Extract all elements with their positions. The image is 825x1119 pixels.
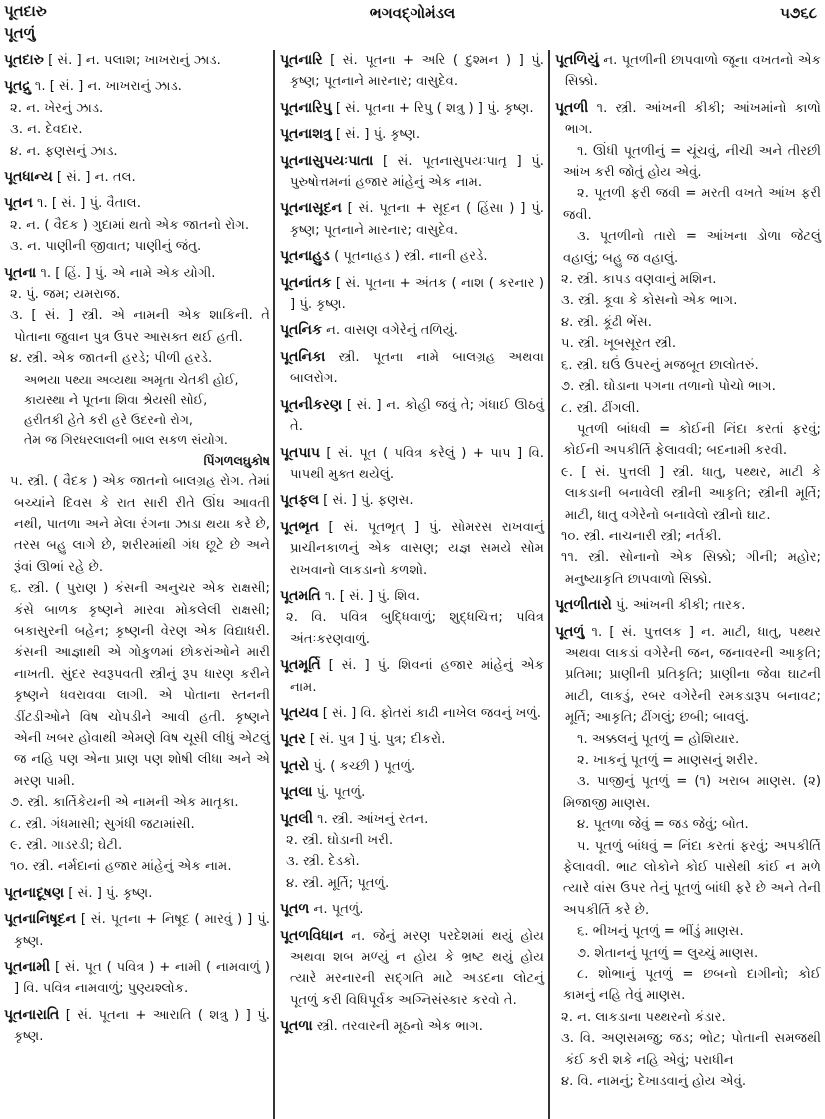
dictionary-entry [280, 246, 544, 267]
entry-sense [4, 471, 270, 578]
entry-sense [555, 269, 821, 290]
definition-text: ૩. વિ. અણસમજુ; જડ; ભોટ; પોતાની સમજથી કંઈ કરી શકે નહિ એવું; પરાધીન [561, 1031, 821, 1068]
entry-sense [4, 119, 270, 140]
column-1 [4, 50, 270, 1119]
idiom-phrase [555, 141, 821, 184]
headword: પૂતળું [555, 623, 585, 640]
entry-sense [280, 873, 544, 894]
definition-text: ૨. ન. ખેરનું ઝાડ. [10, 100, 104, 116]
entry-sense [4, 856, 270, 877]
headword: પૂતલા [280, 784, 313, 801]
headword: પૂતળીતારો [555, 597, 612, 614]
definition-text: [ સં. પૂત ( પવિત્ર ) + નામી ( નામવાળું ) ] વિ. પવિત્ર નામવાળું; પુણ્યશ્લોક. [14, 960, 270, 997]
idiom-phrase [555, 750, 821, 771]
definition-text: ૪. સ્ત્રી. મૂર્તિ; પૂતળું. [286, 875, 390, 891]
entry-sense [555, 1028, 821, 1071]
headword: પૂતદારુ [4, 52, 44, 68]
headword: પૂતમતિ [280, 587, 321, 604]
definition-text: ૩. સ્ત્રી. દેડકો. [286, 854, 360, 870]
entry-sense [4, 141, 270, 162]
definition-text: ૨. ખાકનું પૂતળું = માણસનું શરીર. [577, 753, 759, 768]
definition-text: સ્ત્રી. તરવારની મૂઠનો એક ભાગ. [316, 1019, 483, 1035]
definition-text: ૬. ભીખનું પૂતળું = ભીંડું માણસ. [577, 924, 744, 940]
definition-text: ૧. [ સં. ] પું. વૈતાલ. [37, 196, 141, 212]
dictionary-entry [280, 273, 544, 316]
quotation-line [4, 410, 270, 430]
dictionary-entry [280, 198, 544, 241]
quotation-line [4, 390, 270, 410]
idiom-phrase [555, 964, 821, 1007]
entry-sense [555, 462, 821, 526]
dictionary-entry [4, 263, 270, 284]
idiom-phrase [555, 771, 821, 814]
dictionary-title: ભગવદ્ગોમંડલ [369, 4, 456, 22]
headword: પૂતળવિધાન [280, 927, 344, 944]
definition-text: ૨. પૂતળી ફરી જવી = મરતી વખતે આંખ ફરી જવી. [563, 186, 821, 223]
definition-text: ૩. ન. દેવદાર. [10, 122, 83, 138]
headword: પૂતનાદૂષણ [4, 884, 65, 901]
definition-text: ૧. સ્ત્રી. આંખનું રતન. [317, 811, 429, 827]
definition-text: [ સં. પૂતના + આરાતિ ( શત્રુ ) ] પું. કૃષ્ણ. [14, 1007, 270, 1045]
entry-sense [555, 547, 821, 590]
headword: પૂતનાહુડ [280, 248, 330, 265]
last-guide-word: પૂતળું [4, 24, 36, 42]
definition-text: ૫. સ્ત્રી. ( વૈદક ) એક જાતનો બાલગ્રહ રોગ. તેમાં બચ્ચાંને દિવસ કે રાત સારી રીતે ઊંઘ આવતી નથી, પાતળા અને મેલા રંગના ઝાડા થયા કરે છે, તરસ બહુ લાગે છે, શરીરમાંથી ગંધ છૂટે છે અને રૂંવાં ઊભાં રહે છે. [10, 474, 270, 575]
headword: પૂતળા [280, 1018, 313, 1035]
dictionary-entry [280, 809, 544, 830]
headword: પૂતફલ [280, 492, 319, 509]
dictionary-entry [4, 50, 270, 71]
definition-text: [ સં. પૂતના + રિપુ ( શત્રુ ) ] પું. કૃષ્ણ. [335, 100, 534, 116]
headword: પૂતનિક [280, 322, 322, 339]
definition-text: ૪. પૂતળા જેવું = જડ જેવું; બોત. [577, 817, 749, 833]
idiom-phrase [555, 183, 821, 226]
definition-text: પૂતળી બાંધવી = કોઈની નિંદા કરતાં ફરવું; કોઈની અપકીર્તિ ફેલાવવી; બદનામી કરવી. [563, 421, 821, 459]
column-divider [548, 50, 550, 1119]
definition-text: હરીતકી હેતે કરી હરે ઉદરનો રોગ, [24, 411, 193, 427]
headword: પૂતમૂર્તિ [280, 657, 321, 674]
headword: પૂતનાનિષૂદન [4, 911, 76, 928]
definition-text: ૩. પૂતળીનો તારો = આંખના ડોળા જેટલું વહાલું; બહુ જ વહાલું. [563, 229, 821, 266]
entry-sense [4, 348, 270, 369]
definition-text: ૭. શેતાનનું પૂતળું = લુચ્ચું માણસ. [577, 945, 759, 961]
definition-text: ૯. સ્ત્રી. ગાડરડી; ઘેટી. [10, 838, 123, 853]
dictionary-entry [4, 193, 270, 214]
dictionary-entry [4, 76, 270, 97]
idiom-phrase [555, 226, 821, 269]
definition-text: ૨. સ્ત્રી. કાપડ વણવાનું મશિન. [561, 272, 717, 288]
definition-text: ૨. સ્ત્રી. ઘોડાની ખરી. [286, 833, 394, 848]
definition-text: ન. પૂતળું. [313, 902, 364, 918]
definition-text: ૭. સ્ત્રી. ઘોડાના પગના તળાનો પોચો ભાગ. [561, 379, 776, 395]
idiom-phrase [555, 921, 821, 942]
dictionary-entry [280, 347, 544, 390]
headword: પૂતનામી [4, 959, 51, 976]
headword: પૂતનારિપુ [280, 99, 332, 116]
definition-text: [ સં. પુત્ર ] પું. પુત્ર; દીકરો. [309, 732, 446, 748]
dictionary-entry [4, 1005, 270, 1048]
definition-text: [ સં. ] ન. પલાશ; ખાખરાનું ઝાડ. [48, 53, 221, 68]
definition-text: [ સં. ] ન. તલ. [56, 170, 136, 186]
definition-text: ૧. [ સં. ] ન. ખાખરાનું ઝાડ. [34, 79, 182, 95]
entry-sense [555, 1007, 821, 1028]
dictionary-entry [280, 490, 544, 511]
entry-sense [280, 830, 544, 851]
entry-sense [4, 236, 270, 257]
first-guide-word: પૂતદારુ [4, 2, 47, 20]
definition-text: [ સં. પૂતના + અંતક ( નાશ ( કરનાર ) ] પું. કૃષ્ણ. [290, 275, 544, 313]
definition-text: ૨. પું. જમ; યમરાજ. [10, 287, 121, 303]
definition-text: ૬. સ્ત્રી. ઘઉં ઉપરનું મજબૂત છાલોતરું. [561, 357, 759, 373]
headword: પૂતળિયું [555, 52, 599, 68]
definition-text: ૨. ન. ( વૈદક ) ગુદામાં થતો એક જાતનો રોગ. [10, 217, 250, 233]
headword: પૂતયવ [280, 704, 319, 721]
definition-text: પું. ( કચ્છી ) પૂતળું. [313, 758, 416, 774]
definition-text: ન. પૂતળીની છાપવાળો જૂના વખતનો એક સિક્કો. [565, 53, 821, 90]
entry-sense [4, 305, 270, 348]
definition-text: પિંગળલઘુકોષ [203, 452, 270, 468]
entry-sense [4, 284, 270, 305]
dictionary-entry [280, 124, 544, 145]
dictionary-entry [4, 167, 270, 188]
headword: પૂતપાપ [280, 444, 320, 461]
definition-text: ૮. શોભાનું પૂતળું = છબનો દાગીનો; કોઈ કામનું નહિ તેવું માણસ. [563, 967, 821, 1004]
dictionary-entry [280, 756, 544, 777]
idiom-phrase [555, 814, 821, 835]
definition-text: ૪. ન. ફણસનું ઝાડ. [10, 143, 118, 159]
idiom-phrase [555, 943, 821, 964]
column-2 [280, 50, 544, 1119]
definition-text: [ સં. પૂતભૃત્ ] પું. સોમરસ રાખવાનું પ્રાચીનકાળનું એક વાસણ; યજ્ઞ સમયે સોમ રાખવાનો લાકડાનો કળશો. [290, 519, 544, 578]
dictionary-entry [280, 443, 544, 486]
definition-text: [ સં. પૂતના + અરિ ( દુશ્મન ) ] પું. કૃષ્ણ; પૂતનાને મારનાર; વાસુદેવ. [290, 53, 544, 90]
definition-text: ૪. સ્ત્રી. એક જાતની હરડે; પીળી હરડે. [10, 351, 213, 367]
dictionary-entry [4, 957, 270, 1000]
definition-text: ૫. સ્ત્રી. ખૂબસૂરત સ્ત્રી. [561, 336, 677, 352]
entry-sense [555, 290, 821, 311]
dictionary-entry [280, 151, 544, 194]
definition-text: [ સં. પૂતના + નિષૂદ ( મારવું ) ] પું. કૃષ્ણ. [14, 912, 270, 949]
definition-text: [ સં. ] ન. કોહી જવું તે; ગંધાઈ ઊઠવું તે. [290, 397, 544, 435]
dictionary-entry [280, 703, 544, 724]
definition-text: ૭. સ્ત્રી. કાર્તિકેયની એ નામની એક માતૃકા. [10, 795, 239, 811]
entry-sense [555, 1071, 821, 1092]
dictionary-entry [555, 98, 821, 141]
definition-text: ૧. [ સં. પુત્તલક ] ન. માટી, ધાતુ, પથ્થર અથવા લાકડાં વગેરેની જન, જનાવરની આકૃતિ; પ્રતિમા; પ્રાણીની પ્રતિકૃતિ; પ્રાણીના જેવા ઘાટની માટી, લાકડું, રબર વગેરેની રમકડારૂપ બનાવટ; મૂર્તિ; આકૃતિ; ઢીંગલું; છબી; બાવલું. [565, 624, 821, 726]
definition-text: ૨. વિ. પવિત્ર બુદ્ધિવાળું; શુદ્ધચિત્ત; પવિત્ર અંતઃકરણવાળું. [286, 610, 544, 647]
definition-text: ૪. સ્ત્રી. કૂંઢી ભેંસ. [561, 314, 652, 330]
quotation-line [4, 370, 270, 390]
definition-text: ૧. [ હિં. ] પું. એ નામે એક યોગી. [40, 265, 216, 281]
dictionary-entry [555, 595, 821, 616]
headword: પૂતનાસૂદન [280, 200, 342, 217]
dictionary-entry [280, 395, 544, 438]
definition-text: [ સં. ] પું. ફણસ. [323, 493, 414, 509]
definition-text: ૩. ન. પાણીની જીવાત; પાણીનું જંતુ. [10, 239, 202, 255]
column-divider [273, 50, 275, 1119]
definition-text: ૨. ન. લાકડાના પથ્થરનો કંડાર. [561, 1009, 726, 1025]
definition-text: [ સં. પૂતનાસુપયઃપાતૃ ] પું. પુરુષોત્તમનાં હજાર માંહેનું એક નામ. [290, 153, 544, 191]
entry-sense [555, 526, 821, 547]
entry-sense [4, 98, 270, 119]
dictionary-entry [280, 926, 544, 1012]
headword: પૂતનારિ [280, 52, 323, 68]
entry-sense [4, 835, 270, 856]
entry-sense [555, 312, 821, 333]
definition-text: [ સં. ] પું. કૃષ્ણ. [68, 885, 153, 901]
headword: પૂતનાશત્રુ [280, 126, 332, 143]
headword: પૂતન [4, 195, 33, 212]
definition-text: ૧. સ્ત્રી. આંખની કીકી; આંખમાંનો કાળો ભાગ. [565, 100, 821, 138]
entry-sense [4, 814, 270, 835]
dictionary-entry [280, 1016, 544, 1037]
headword: પૂતનિકા [280, 348, 326, 365]
definition-text: ૯. [ સં. પુત્તલી ] સ્ત્રી. ધાતુ, પથ્થર, માટી કે લાકડાની બનાવેલી સ્ત્રીની આકૃતિ; સ્ત્રીની મૂર્તિ; માટી, ધાતુ વગેરેનો બનાવેલો સ્ત્રીનો ઘાટ. [561, 464, 821, 523]
dictionary-entry [280, 586, 544, 607]
entry-sense [4, 792, 270, 813]
definition-text: [ સં. ] વિ. ફોતરાં કાઢી નાખેલ જવનું ખળું. [322, 705, 541, 721]
definition-text: ૪. વિ. નામનું; દેખાડવાનું હોય એવું. [561, 1074, 747, 1090]
quotation-line [4, 430, 270, 450]
dictionary-entry [555, 50, 821, 93]
dictionary-entry [280, 50, 544, 93]
entry-sense [555, 333, 821, 354]
headword: પૂતરો [280, 757, 310, 774]
idiom-phrase [555, 419, 821, 462]
definition-text: ૮. સ્ત્રી. ઢીંગલી. [561, 400, 640, 416]
definition-text: ન. વાસણ વગેરેનું તળિયું. [326, 323, 458, 339]
definition-text: ૮. સ્ત્રી. ગંધમાસી; સુગંધી જટામાંસી. [10, 816, 195, 832]
dictionary-entry [4, 909, 270, 952]
dictionary-entry [555, 622, 821, 729]
entry-sense [280, 851, 544, 872]
dictionary-entry [280, 517, 544, 581]
headword: પૂતનારાતિ [4, 1006, 60, 1023]
definition-text: ન. જેનું મરણ પરદેશમાં થયું હોય અથવા શબ મળ્યું ન હોય કે ભ્રષ્ટ થયું હોય ત્યારે મરનારની સદ્ગતિ માટે અડદના લોટનું પૂતળું કરી વિધિપૂર્વક અગ્નિસંસ્કાર કરવો તે. [290, 928, 544, 1008]
dictionary-entry [280, 98, 544, 119]
headword: પૂતનાસુપયઃપાતા [280, 152, 374, 169]
definition-text: ૬. સ્ત્રી. ( પુરાણ ) કંસની અનુચર એક રાક્ષસી; કંસે બાળક કૃષ્ણને મારવા મોકલેલી રાક્ષસી; બકાસુરની બહેન; કૃષ્ણની વેરણ એક વિદ્યાધરી. કંસની આજ્ઞાથી એ ગોકુળમાં છોકરાંઓને મારી નાખતી. સુંદર સ્વરૂપવતી સ્ત્રીનું રૂપ ધારણ કરીને કૃષ્ણને ધવરાવવા લાગી. એ પોતાના સ્તનની ડીંટડીઓને વિષ ચોપડીને આવી હતી. કૃષ્ણને એની ખબર હોવાથી એમણે વિષ ચૂસી લીધું એટલું જ નહિ પણ એના પ્રાણ પણ શોષી લીધા અને એ મરણ પામી. [10, 581, 270, 789]
definition-text: અભયા પથ્યા અવ્યથા અમૃતા ચેતકી હોઈ, [24, 371, 239, 387]
entry-sense [555, 376, 821, 397]
quotation-source [4, 450, 270, 471]
idiom-phrase [555, 729, 821, 750]
headword: પૂતનાંતક [280, 274, 332, 291]
definition-text: પું. આંખની કીકી; તારક. [615, 598, 746, 614]
definition-text: પું. પૂતળું. [316, 785, 366, 801]
headword: પૂતળ [280, 901, 310, 918]
column-3 [555, 50, 821, 1119]
entry-sense [555, 355, 821, 376]
headword: પૂતદ્રુ [4, 78, 31, 95]
headword: પૂતભૃત [280, 518, 319, 535]
definition-text: ૧. અક્કલનું પૂતળું = હોશિયાર. [577, 731, 740, 747]
dictionary-entry [4, 883, 270, 904]
definition-text: કાયસ્થા ને પૂતના શિવા શ્રેયસી સોઈ, [24, 391, 208, 407]
definition-text: ૩. સ્ત્રી. કૂવા કે કોસનો એક ભાગ. [561, 293, 738, 309]
definition-text: [ સં. પૂતના + સૂદન ( હિંસા ) ] પું. કૃષ્ણ; પૂતનાને મારનાર; વાસુદેવ. [290, 201, 544, 238]
entry-sense [4, 215, 270, 236]
definition-text: [ સં. ] પું. શિવનાં હજાર માંહેનું એક નામ. [290, 658, 544, 695]
entry-sense [4, 578, 270, 792]
headword: પૂતળી [555, 99, 589, 116]
definition-text: ૩. પાજીનું પૂતળું = (૧) ખરાબ માણસ. (૨) મિજાજી માણસ. [563, 774, 821, 811]
headword: પૂતધાન્ય [4, 169, 53, 186]
dictionary-entry [280, 655, 544, 698]
definition-text: ૧૦. સ્ત્રી. નર્મદાનાં હજાર માંહેનું એક નામ. [10, 859, 232, 875]
definition-text: ૧. ઊંધી પૂતળીનું = ચૂંચવું, નીચી અને તીરછી આંખ કરી જોતું હોય એવું. [563, 143, 821, 181]
page-number: ૫૭૬૮ [780, 4, 817, 22]
headword: પૂતનીકરણ [280, 396, 343, 413]
definition-text: [ સં. પૂત ( પવિત્ર કરેલું ) + પાપ ] વિ. પાપથી મુક્ત થયેલું. [290, 445, 544, 482]
entry-sense [555, 398, 821, 419]
definition-text: ૧. [ સં. ] પું. શિવ. [324, 588, 420, 604]
dictionary-entry [280, 320, 544, 341]
headword: પૂતના [4, 264, 37, 281]
headword: પૂતર [280, 731, 306, 748]
definition-text: ૫. પૂતળું બાંધવું = નિંદા કરતાં ફરવું; અપકીર્તિ ફેલાવવી. ભાટ લોકોને કોઈ પાસેથી કાંઈ ન મળે ત્યારે વાંસ ઉપર તેનું પૂતળું બાંધી ફરે છે અને તેની અપકીર્તિ કરે છે. [563, 838, 821, 918]
dictionary-entry [280, 899, 544, 920]
idiom-phrase [555, 836, 821, 922]
headword: પૂતલી [280, 810, 313, 827]
definition-text: સ્ત્રી. પૂતના નામે બાલગ્રહ અથવા બાલરોગ. [290, 349, 544, 387]
dictionary-entry [280, 782, 544, 803]
definition-text: [ સં. ] પું. કૃષ્ણ. [335, 127, 421, 143]
definition-text: ૧૦. સ્ત્રી. નાચનારી સ્ત્રી; નર્તકી. [561, 528, 722, 544]
dictionary-entry [280, 729, 544, 750]
definition-text: ૩. [ સં. ] સ્ત્રી. એ નામની એક શાકિની. તે પોતાના જુવાન પુત્ર ઉપર આસક્ત થઈ હતી. [10, 308, 270, 345]
definition-text: ( પૂતનાહડ ) સ્ત્રી. નાની હરડે. [334, 249, 488, 265]
definition-text: તેમ જ ગિરધરલાલની બાલ સકળ સંયોગ. [24, 431, 228, 447]
definition-text: ૧૧. સ્ત્રી. સોનાનો એક સિક્કો; ગીની; મહોર; મનુષ્યાકૃતિ છાપવાળો સિક્કો. [561, 550, 821, 587]
entry-sense [280, 607, 544, 650]
